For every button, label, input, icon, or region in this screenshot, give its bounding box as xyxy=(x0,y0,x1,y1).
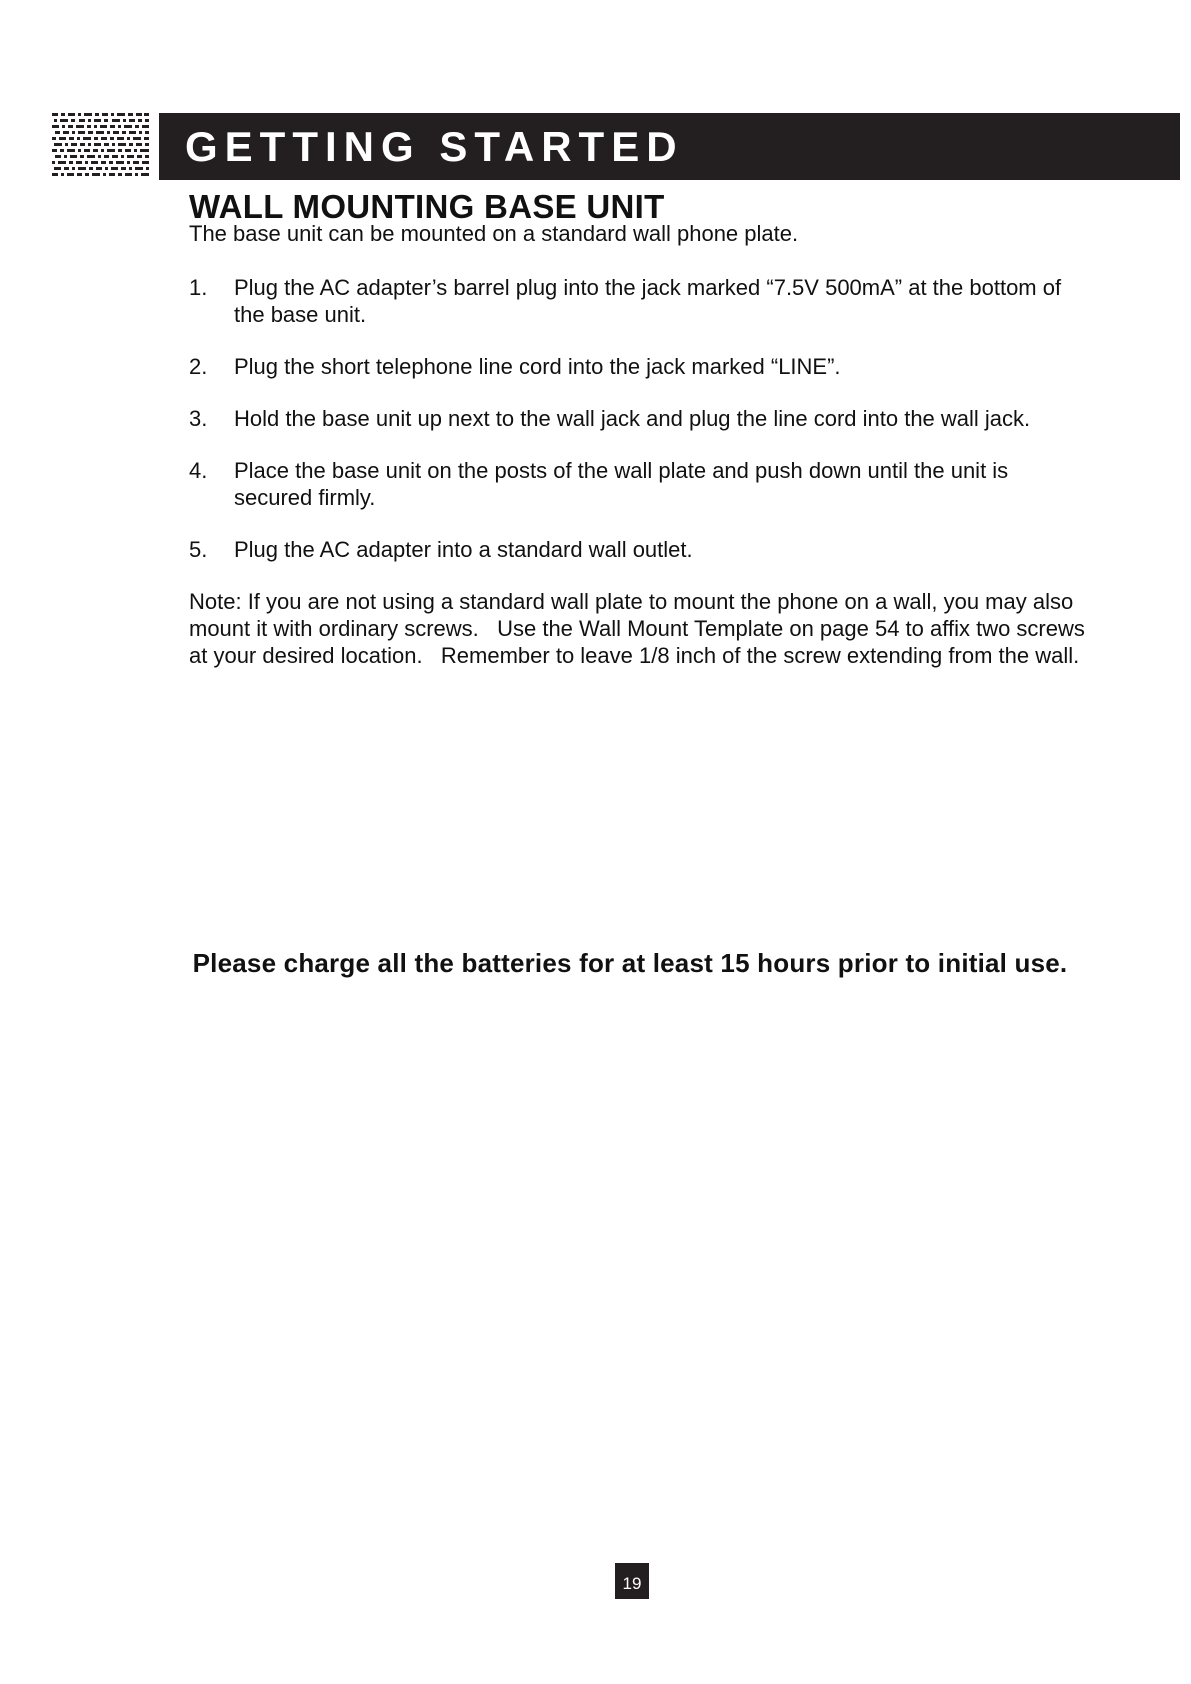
main-content xyxy=(189,188,1092,669)
step-number: 2. xyxy=(189,354,208,379)
step-text: Hold the base unit up next to the wall jack and plug the line cord into the wall jack. xyxy=(234,406,1031,431)
step-number: 3. xyxy=(189,406,208,431)
header-pattern-graphic xyxy=(52,113,150,179)
section-intro: The base unit can be mounted on a standard wall phone plate. xyxy=(189,221,799,246)
steps-list xyxy=(189,274,1089,563)
step-number: 5. xyxy=(189,537,208,562)
step-text: Place the base unit on the posts of the wall plate and push down until the unit is secured firmly. xyxy=(234,458,1009,510)
step-text: Plug the AC adapter into a standard wall outlet. xyxy=(234,537,693,562)
step-text: Plug the AC adapter’s barrel plug into the jack marked “7.5V 500mA” at the bottom of the base unit. xyxy=(234,275,1062,327)
step-item xyxy=(189,405,1089,432)
header-bar xyxy=(159,113,1180,180)
step-item xyxy=(189,353,1089,380)
mounting-note: Note: If you are not using a standard wall plate to mount the phone on a wall, you may also mount it with ordinary screws. Use the Wall Mount Template on page 54 to affix two screws at your desired location. Remember to leave 1/8 inch of the screw extending from the wall. xyxy=(189,589,1092,668)
step-item xyxy=(189,536,1089,563)
step-number: 4. xyxy=(189,458,208,483)
step-number: 1. xyxy=(189,275,208,300)
page-title: GETTING STARTED xyxy=(185,123,684,170)
page-number: 19 xyxy=(615,1563,649,1599)
step-item xyxy=(189,457,1089,511)
step-item xyxy=(189,274,1089,328)
battery-reminder: Please charge all the batteries for at least 15 hours prior to initial use. xyxy=(192,948,1068,978)
step-text: Plug the short telephone line cord into the jack marked “LINE”. xyxy=(234,354,841,379)
section-title: WALL MOUNTING BASE UNIT xyxy=(189,188,665,225)
